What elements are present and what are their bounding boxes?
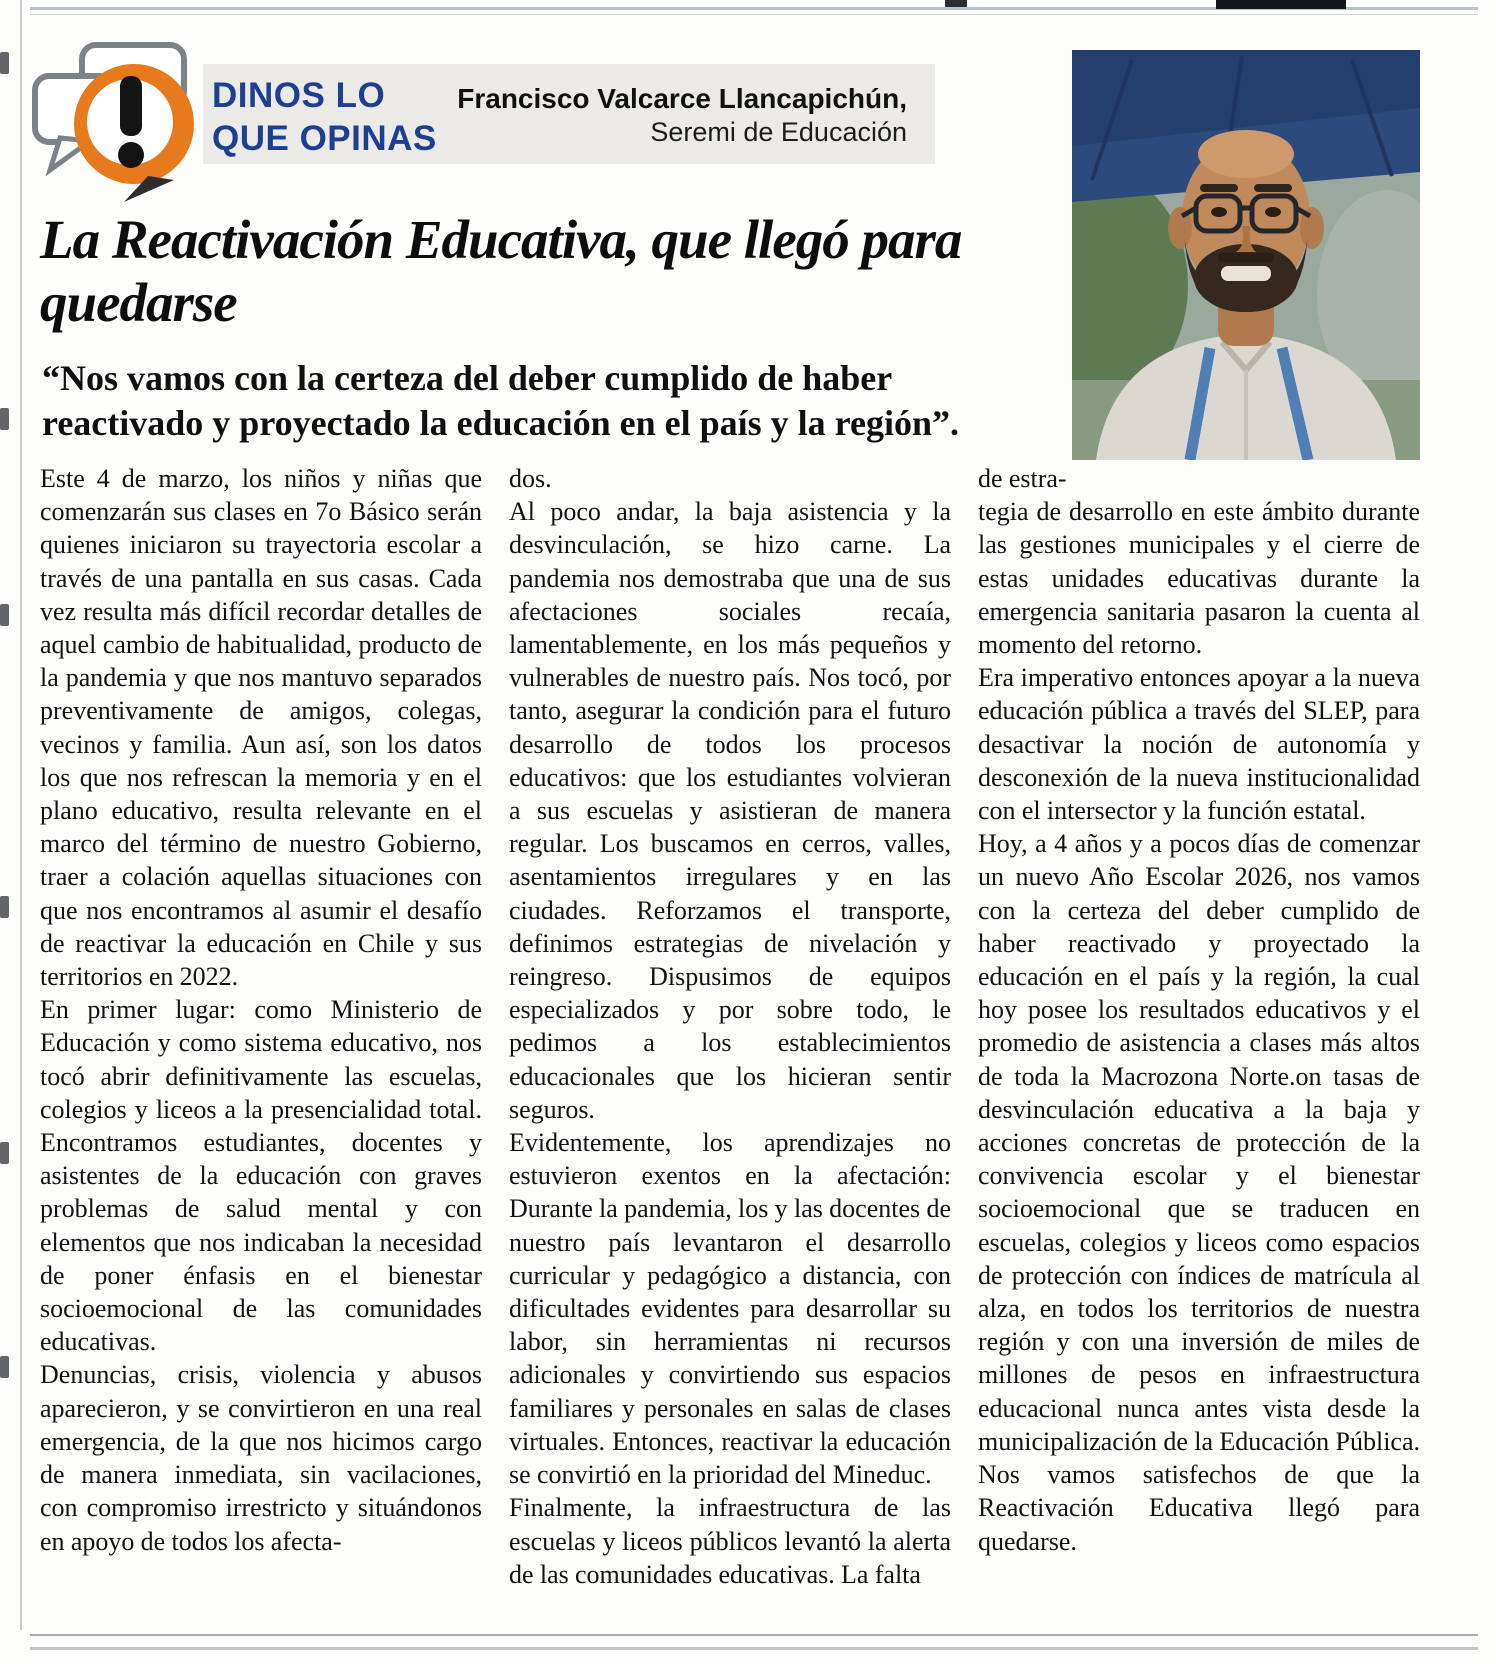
article-paragraph: dos.	[509, 464, 552, 493]
article-paragraph: Hoy, a 4 años y a pocos días de comenzar un nuevo Año Escolar 2026, nos vamos con la certeza del deber cumplido de haber reactivado y proyectado la educación en el país y la región, la cual hoy posee los resultados educativos y el promedio de asistencia a clases más altos de toda la Macrozona Norte.on tasas de desvinculación educativa a la baja y acciones concretas de protección de la convivencia escolar y el bienestar socioemocional que se traducen en escuelas, colegios y liceos como espacios de protección con índices de matrícula al alza, en todos los territorios de nuestra región y con una inversión de miles de millones de pesos en infraestructura educacional nunca antes vista desde la municipalización de la Educación Pública. Nos vamos satisfechos de que la Reactivación Educativa llegó para quedarse.	[978, 829, 1420, 1556]
headline: La Reactivación Educativa, que llegó para quedarse	[40, 209, 962, 333]
page-edge-ink-mark	[1216, 0, 1346, 9]
section-title	[212, 74, 442, 160]
article-paragraph: Finalmente, la infraestructura de las escuelas y liceos públicos levantó la alerta de las comunidades educativas. La falta	[509, 1493, 951, 1589]
portrait-photo-image	[1072, 50, 1420, 460]
top-rule-secondary	[30, 14, 1478, 15]
author-name: Francisco Valcarce Llancapichún,	[457, 83, 907, 114]
column-1	[40, 462, 482, 1602]
bottom-rule	[30, 1634, 1478, 1636]
left-edge-mark	[0, 896, 9, 918]
article-paragraph: Este 4 de marzo, los niños y niñas que comenzarán sus clases en 7o Básico serán quienes iniciaron su trayectoria escolar a través de una pantalla en sus casas. Cada vez resulta más difícil recordar detalles de aquel cambio de habitualidad, producto de la pandemia y que nos mantuvo separados preventivamente de amigos, colegas, vecinos y familia. Aun así, son los datos los que nos refrescan la memoria y en el plano educativo, resulta relevante en el marco del término de nuestro Gobierno, traer a colación aquellas situaciones con que nos encontramos al asumir el desafío de reactivar la educación en Chile y sus territorios en 2022.	[40, 464, 482, 992]
section-title-line1: DINOS LO	[212, 76, 386, 115]
article-paragraph: Era imperativo entonces apoyar a la nueva educación pública a través del SLEP, para desactivar la noción de autonomía y desconexión de la nueva institucionalidad con el intersector y la función estatal.	[978, 663, 1420, 826]
author-role: Seremi de Educación	[650, 117, 907, 147]
article-body	[40, 462, 1420, 1602]
left-edge-mark	[0, 604, 9, 626]
column-3	[978, 462, 1420, 1602]
article-paragraph: En primer lugar: como Ministerio de Educación y como sistema educativo, nos tocó abrir definitivamente las escuelas, colegios y liceos a la presencialidad total. Encontramos estudiantes, docentes y asistentes de la educación con graves problemas de salud mental y con elementos que nos indicaban la necesidad de poner énfasis en el bienestar socioemocional de las comunidades educativas.	[40, 995, 482, 1357]
left-edge-mark	[0, 408, 9, 430]
article-paragraph: de estra-	[978, 464, 1067, 493]
left-edge-mark	[0, 1356, 9, 1378]
subhead: “Nos vamos con la certeza del deber cumplido de haber reactivado y proyectado la educación en el país y la región”.	[42, 358, 959, 443]
byline	[455, 82, 917, 149]
article-paragraph: Al poco andar, la baja asistencia y la desvinculación, se hizo carne. La pandemia nos demostraba que una de sus afectaciones sociales recaía, lamentablemente, en los más pequeños y vulnerables de nuestro país. Nos tocó, por tanto, asegurar la condición para el futuro desarrollo de todos los procesos educativos: que los estudiantes volvieran a sus escuelas y asistieran de manera regular. Los buscamos en cerros, valles, asentamientos irregulares y en las ciudades. Reforzamos el transporte, definimos estrategias de nivelación y reingreso. Dispusimos de equipos especializados y por sobre todo, le pedimos a los establecimientos educacionales que los hicieran sentir seguros.	[509, 497, 951, 1124]
left-edge-mark	[0, 1142, 9, 1164]
speech-bubbles-exclamation-icon	[30, 40, 206, 204]
article-paragraph: Denuncias, crisis, violencia y abusos aparecieron, y se convirtieron en una real emergencia, de la que nos hicimos cargo de manera inmediata, sin vacilaciones, con compromiso irrestricto y situándonos en apoyo de todos los afecta-	[40, 1360, 482, 1556]
portrait-photo	[1072, 50, 1420, 460]
left-fold-line	[20, 0, 22, 1630]
section-title-line2: QUE OPINAS	[212, 119, 437, 158]
column-2	[509, 462, 951, 1602]
left-edge-mark	[0, 52, 9, 74]
page-edge-ink-mark-small	[945, 0, 967, 7]
article-paragraph: Evidentemente, los aprendizajes no estuvieron exentos en la afectación: Durante la pandemia, los y las docentes de nuestro país levantaron el desarrollo curricular y pedagógico a distancia, con dificultades evidentes para desarrollar su labor, sin herramientas ni recursos adicionales y convirtiendo sus espacios familiares y personales en salas de clases virtuales. Entonces, reactivar la educación se convirtió en la prioridad del Mineduc.	[509, 1128, 951, 1490]
article-paragraph: tegia de desarrollo en este ámbito durante las gestiones municipales y el cierre de estas unidades educativas durante la emergencia sanitaria pasaron la cuenta al momento del retorno.	[978, 497, 1420, 660]
bottom-rule-secondary	[30, 1647, 1478, 1650]
opinion-section-logo	[30, 40, 206, 204]
